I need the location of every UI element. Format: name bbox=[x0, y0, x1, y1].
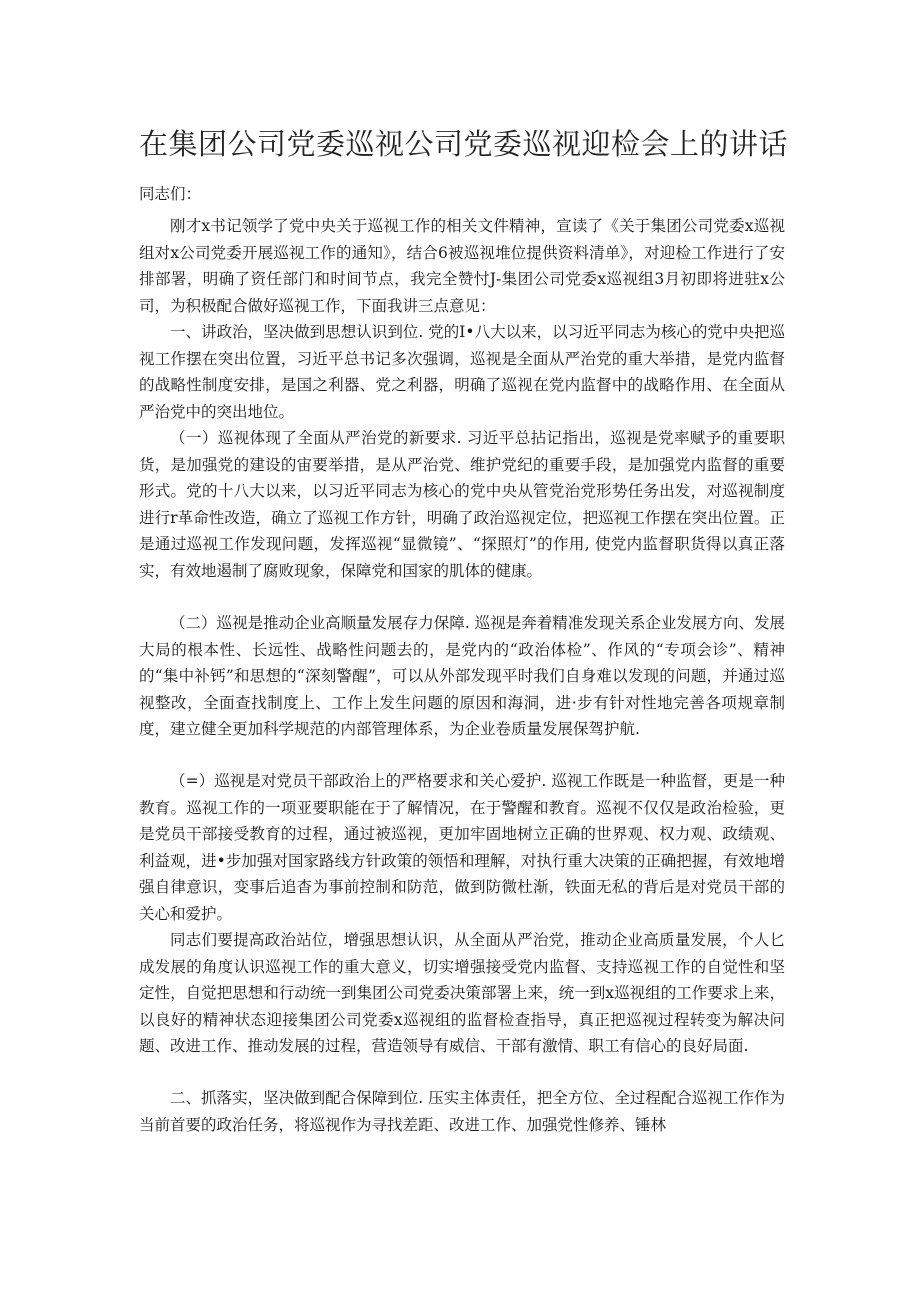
paragraph-intro: 刚才x书记领学了党中央关于巡视工作的相关文件精神，宣读了《关于集团公司党委x巡视组对x公司党委开展巡视工作的通知》，结合6被巡视堆位提供资料清单》，对迎检工作进行了安排部署，明确了资任部门和时间节点，我完全赞忖J-集团公司党委x巡视组3月初即将进驻x公司，为积极配合做好巡视工作，下面我讲三点意见： bbox=[139, 217, 785, 315]
paragraph-summary: 同志们要提高政治站位，增强思想认识，从全面从严治党，推动企业高质量发展，个人匕成发展的角度认识巡视工作的重大意义，切实增强接受党内监督、支持巡视工作的自觉性和坚定性，自觉把思想和行动统一到集团公司党委决策部署上来，统一到x巡视组的工作要求上来，以良好的精神状态迎接集团公司党委x巡视组的监督检查指导，真正把巡视过程转变为解决问题、改进工作、推动发展的过程，营造领导有威信、干部有激情、职工有信心的良好局面. bbox=[139, 931, 785, 1055]
paragraph-section-2: 二、抓落实，坚决做到配合保障到位. 压实主体责任，把全方位、全过程配合巡视工作作为当前首要的政治任务，将巡视作为寻找差距、改进工作、加强党性修养、锤林 bbox=[139, 1089, 785, 1134]
paragraph-subsection-3: （=）巡视是对党员干部政治上的严格要求和关心爱护. 巡视工作既是一种监督，更是一种教育。巡视工作的一项亚要职能在于了解情况，在于警醒和教育。巡视不仅仅是政治检验，更是党员干部接受教育的过程，通过被巡视，更加牢固地树立正确的世界观、权力观、政绩观、利益观，进•步加强对国家路线方针政策的领悟和理解，对执行重大决策的正确把握，有效地增强自律意识，变事后追杳为事前控制和防范，做到防微杜渐，铁面无私的背后是对党员干部的关心和爱护。 bbox=[139, 772, 785, 923]
salutation: 同志们： bbox=[139, 185, 202, 203]
paragraph-subsection-1: （一）巡视体现了全面从严治党的新要求. 习近平总拈记指出，巡视是党率赋予的重要职货，是加强党的建设的宙要举措，是从严治党、维护党纪的重要手段，是加强党内监督的重要形式。党的十八大以来，以习近平同志为核心的党中央从管党治党形势任务出发，对巡视制度进行r革命性改造，确立了巡视工作方针，明确了政治巡视定位，把巡视工作摆在突出位置。正是通过巡视工作发现问题，发挥巡视“显微镜”、“探照灯”的作用, 使党内监督职货得以真正落实，有效地遏制了腐败现象，保障党和国家的肌体的健康。 bbox=[139, 429, 785, 580]
paragraph-section-1: 一、讲政治，坚决做到思想认识到位. 党的I•八大以来，以习近平同志为核心的党中央把巡视工作摆在突出位置，习近平总书记多次强调，巡视是全面从严治党的重大举措，是党内监督的战略性制度安排，是国之利器、党之利器，明确了巡视在党内监督中的战略作用、在全面从严治党中的突出地位。 bbox=[139, 323, 785, 421]
page-title: 在集团公司党委巡视公司党委巡视迎检会上的讲话 bbox=[139, 127, 789, 161]
paragraph-subsection-2: （二）巡视是推动企业高顺量发展存力保障. 巡视是奔着精准发现关系企业发展方向、发展大局的根本性、长远性、战略性问题去的，是党内的“政治体检”、作风的“专项会诊”、精神的“集中补钙”和思想的“深刻警醒”，可以从外部发现平时我们自身难以发现的问题，并通过巡视整改，全面查找制度上、工作上发生问题的原因和海洞，进·步有针对性地完善各项规章制度，建立健全更加科学规范的内部管理体系，为企业卷质量发展保驾护航. bbox=[139, 614, 785, 738]
